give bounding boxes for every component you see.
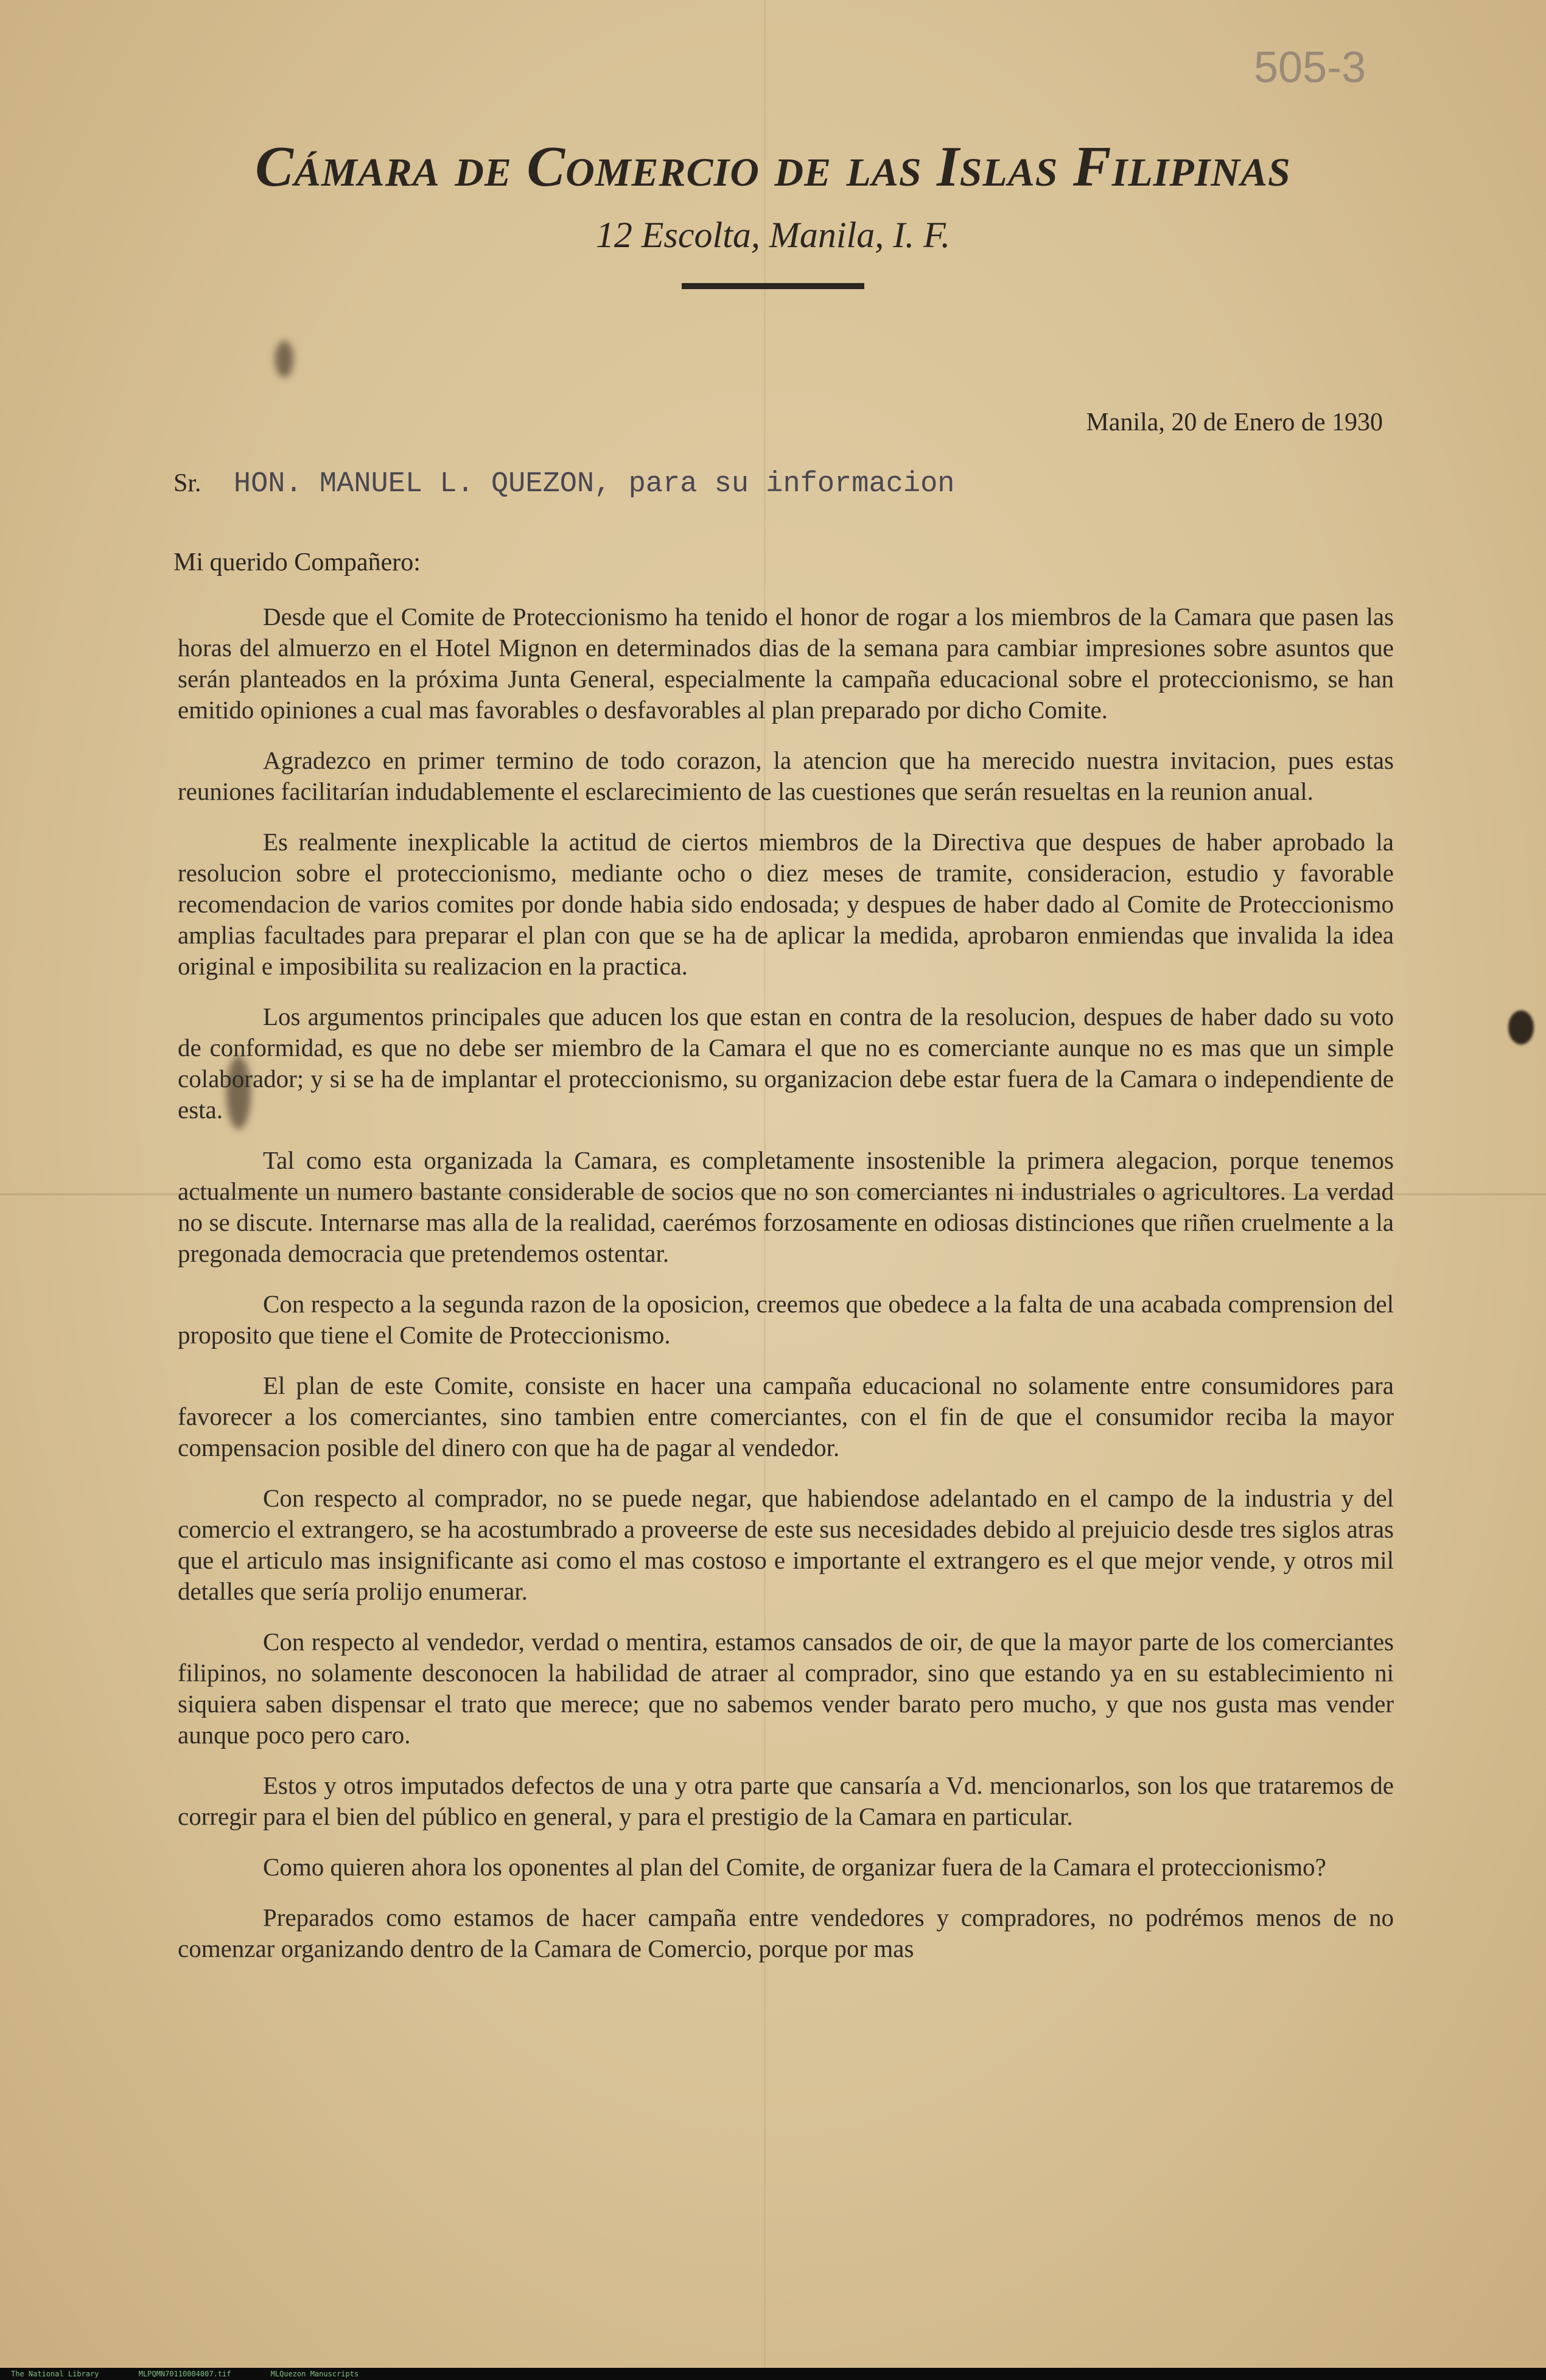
paragraph: Con respecto a la segunda razon de la oposicion, creemos que obedece a la falta de una acabada comprension del proposito que tiene el Comite de Proteccionismo. (178, 1290, 1394, 1349)
recipient-name: HON. MANUEL L. QUEZON, para su informacion (233, 468, 955, 500)
footer-file: MLPQMN70110004007.tif (138, 2370, 231, 2378)
recipient-line (173, 467, 954, 500)
paragraph: Con respecto al vendedor, verdad o mentira, estamos cansados de oir, de que la mayor parte de los comerciantes filipinos, no solamente desconocen la habilidad de atraer al comprador, sino que estando ya en su establecimiento ni siquiera saben dispensar el trato que merece; que no sabemos vender barato pero mucho, y que nos gusta mas vender aunque poco pero caro. (178, 1628, 1394, 1749)
organization-name: Cámara de Comercio de las Islas Filipinas (255, 135, 1291, 198)
letterhead-rule (682, 283, 864, 289)
ink-stain (1508, 1010, 1534, 1045)
paragraph: Con respecto al comprador, no se puede negar, que habiendose adelantado en el campo de la industria y del comercio el extrangero, se ha acostumbrado a proveerse de este sus necesidades debido al prejuicio desde tres siglos atras que el articulo mas insignificante asi como el mas costoso e importante el extrangero es el que mejor vende, y otros mil detalles que sería prolijo enumerar. (178, 1484, 1394, 1605)
paragraph: Agradezco en primer termino de todo corazon, la atencion que ha merecido nuestra invitacion, pues estas reuniones facilitarían indudablemente el esclarecimiento de las cuestiones que serán resueltas en la reunion anual. (178, 746, 1394, 805)
letterhead (0, 134, 1546, 289)
handwritten-corner-note: 505-3 (1254, 43, 1366, 92)
recipient-prefix: Sr. (173, 469, 201, 497)
salutation: Mi querido Compañero: (173, 548, 421, 576)
paragraph: Estos y otros imputados defectos de una y otra parte que cansaría a Vd. mencionarlos, son los que trataremos de corregir para el bien del público en general, y para el prestigio de la Camara en particular. (178, 1771, 1394, 1830)
footer-library: The National Library (11, 2370, 99, 2378)
paragraph: Como quieren ahora los oponentes al plan del Comite, de organizar fuera de la Camara el proteccionismo? (263, 1853, 1326, 1881)
footer-collection: MLQuezon Manuscripts (270, 2370, 359, 2378)
paragraph: El plan de este Comite, consiste en hacer una campaña educacional no solamente entre consumidores para favorecer a los comerciantes, sino tambien entre comerciantes, con el fin de que el consumidor reciba la mayor compensacion posible del dinero con que ha de pagar al vendedor. (178, 1371, 1394, 1461)
paragraph: Tal como esta organizada la Camara, es completamente insostenible la primera alegacion, porque tenemos actualmente un numero bastante considerable de socios que no son comerciantes ni industriales o agricultores. La verdad no se discute. Internarse mas alla de la realidad, caerémos forzosamente en odiosas distinciones que riñen cruelmente a la pregonada democracia que pretendemos ostentar. (178, 1146, 1394, 1267)
paragraph: Los argumentos principales que aducen los que estan en contra de la resolucion, despues de haber dado su voto de conformidad, es que no debe ser miembro de la Camara el que no es comerciante aunque no es mas que un simple colaborador; y si se ha de implantar el proteccionismo, su organizacion debe estar fuera de la Camara o independiente de esta. (178, 1003, 1394, 1124)
ink-stain (275, 341, 293, 377)
paragraph: Desde que el Comite de Proteccionismo ha tenido el honor de rogar a los miembros de la Camara que pasen las horas del almuerzo en el Hotel Mignon en determinados dias de la semana para cambiar impresiones sobre asuntos que serán planteados en la próxima Junta General, especialmente la campaña educacional sobre el proteccionismo, se han emitido opiniones a cual mas favorables o desfavorables al plan preparado por dicho Comite. (178, 603, 1394, 724)
scan-footer-bar (0, 2368, 1546, 2380)
paragraph: Preparados como estamos de hacer campaña entre vendedores y compradores, no podrémos menos de no comenzar organizando dentro de la Camara de Comercio, porque por mas (178, 1903, 1394, 1962)
letter-date: Manila, 20 de Enero de 1930 (1086, 408, 1383, 436)
letter-body (178, 601, 1394, 1984)
paragraph: Es realmente inexplicable la actitud de ciertos miembros de la Directiva que despues de haber aprobado la resolucion sobre el proteccionismo, mediante ocho o diez meses de tramite, consideracion, estudio y favorable recomendacion de varios comites por donde habia sido endosada; y despues de haber dado al Comite de Proteccionismo amplias facultades para preparar el plan con que se ha de aplicar la medida, aprobaron enmiendas que invalida la idea original e imposibilita su realizacion en la practica. (178, 828, 1394, 980)
organization-address: 12 Escolta, Manila, I. F. (595, 215, 951, 255)
